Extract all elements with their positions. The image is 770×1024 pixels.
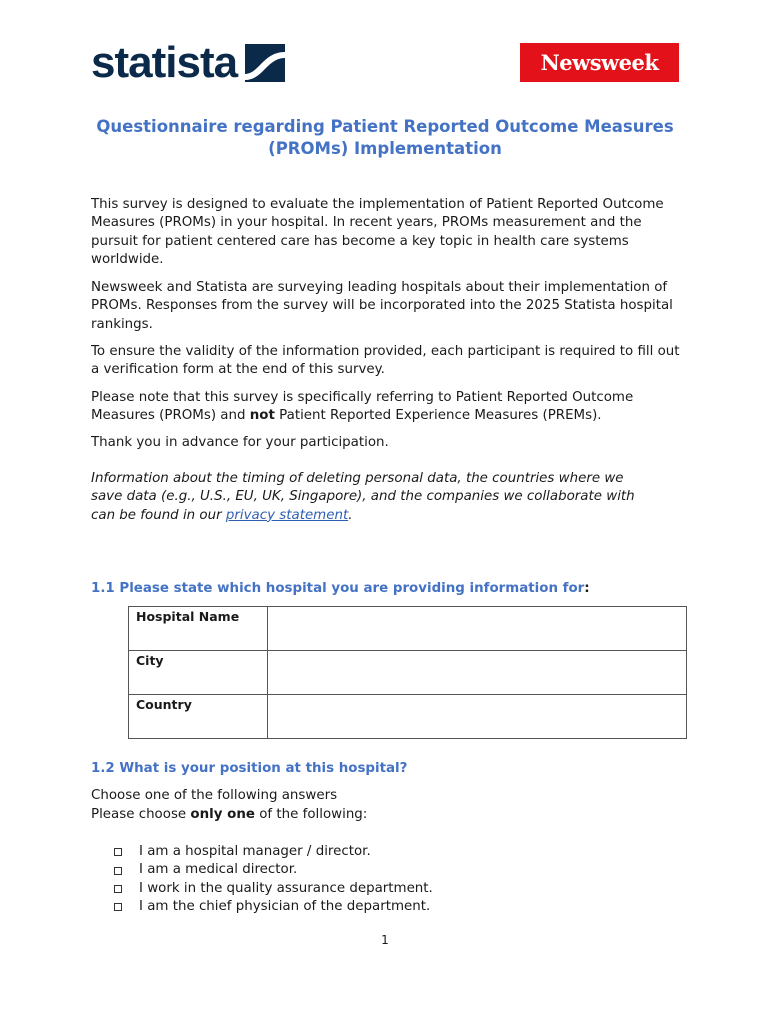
list-item[interactable] [91,861,433,879]
p4-text-bold: not [249,408,275,424]
hospital-name-field[interactable] [267,607,686,651]
q2-instr-bold: only one [190,807,255,822]
table-row [129,695,687,739]
question-1-2-heading: 1.2 What is your position at this hospital? [91,761,408,776]
position-options [91,843,433,917]
option-label: I am a hospital manager / director. [139,844,371,859]
statista-wordmark: statista [91,38,238,87]
q2-instruction-2 [91,806,691,824]
newsweek-wordmark: Newsweek [540,50,659,75]
q1-heading-colon: : [584,581,590,596]
option-label: I am a medical director. [139,862,298,878]
q2-instr-pre: Please choose [91,807,191,822]
question-1-1-heading [91,580,590,598]
hospital-info-table [128,606,687,739]
list-item[interactable] [91,880,433,898]
q2-instr-post: of the following: [254,807,368,822]
privacy-text: Information about the timing of deleting personal data, the countries where we save data (e.g., U.S., EU, UK, Singapore), and the companies we collaborate with can be found in our [91,471,635,523]
checkbox-icon[interactable] [114,867,122,875]
country-field[interactable] [267,695,686,739]
title-line-2: (PROMs) Implementation [268,139,502,158]
intro-paragraph-1: This survey is designed to evaluate the implementation of Patient Reported Outcome Measures (PROMs) in your hospital. In recent years, PROMs measurement and the pursuit for patient centered care has become a key topic in health care systems worldwide. [91,197,664,268]
privacy-statement-link[interactable]: privacy statement [225,507,349,523]
intro-paragraph-2: Newsweek and Statista are surveying leading hospitals about their implementation of PROMs. Responses from the survey will be incorporated into the 2025 Statista hospital rankings. [91,280,673,332]
hospital-name-label: Hospital Name [129,607,268,651]
statista-logo [91,38,285,88]
option-label: I work in the quality assurance department. [139,880,433,896]
statista-mark-icon [245,44,285,82]
privacy-end: . [348,507,353,523]
table-row [129,607,687,651]
city-field[interactable] [267,651,686,695]
q1-heading-text: 1.1 Please state which hospital you are providing information for [91,581,585,596]
table-row [129,651,687,695]
country-label: Country [129,695,268,739]
checkbox-icon[interactable] [114,885,122,893]
option-label: I am the chief physician of the department. [139,899,431,915]
title-line-1: Questionnaire regarding Patient Reported Outcome Measures [96,117,674,136]
city-label: City [129,651,268,695]
checkbox-icon[interactable] [114,848,122,856]
page-number: 1 [381,933,389,947]
list-item[interactable] [91,898,433,916]
intro-paragraph-4 [91,389,691,426]
privacy-note [91,470,651,525]
intro-paragraph-3: To ensure the validity of the information provided, each participant is required to fill out a verification form at the end of this survey. [91,344,680,378]
newsweek-logo [520,43,679,82]
q2-instruction-1: Choose one of the following answers [91,788,338,803]
intro-paragraph-5: Thank you in advance for your participation. [91,435,389,450]
p4-text-post: Patient Reported Experience Measures (PREMs). [274,408,602,424]
checkbox-icon[interactable] [114,903,122,911]
list-item[interactable] [91,843,433,861]
page-title [91,116,679,160]
p4-text-pre: Please note that this survey is specifically referring to Patient Reported Outcome Measures (PROMs) and [91,390,634,424]
